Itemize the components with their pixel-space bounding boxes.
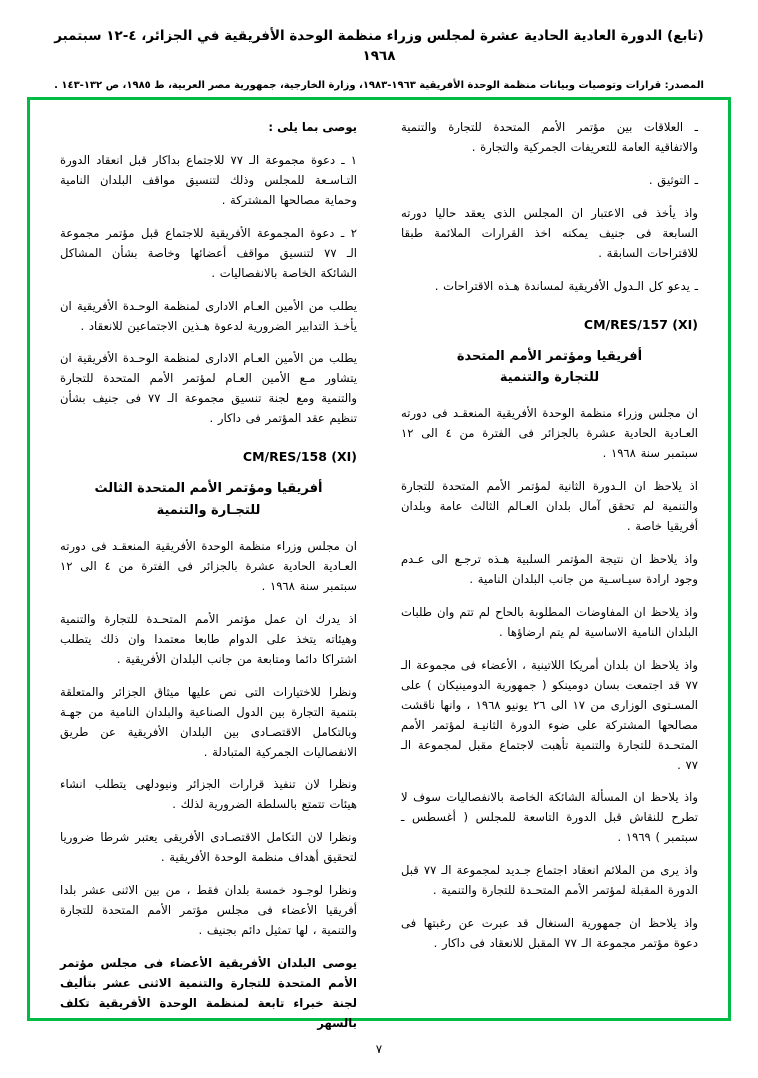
page-title: (تابع) الدورة العادية الحادية عشرة لمجلس وزراء منظمة الوحدة الأفريقية في الجزائر، ٤-١٢ سبتمبر ١٩٦٨ <box>54 28 704 65</box>
page-number: ٧ <box>375 1042 383 1056</box>
paragraph: ونظرا لوجـود خمسة بلدان فقط ، من بين الاثنى عشر بلدا أفريقيا الأعضاء فى مجلس مؤتمر الأمم المتحدة للتجارة والتنمية ، لها تمثيل دائم بجنيف . <box>60 883 357 938</box>
page-header <box>0 0 758 93</box>
paragraph: ونظرا لان تنفيذ قرارات الجزائر ونيودلهى يتطلب انشاء هيئات تتمتع بالسلطة الضرورية لذلك . <box>60 777 357 812</box>
paragraph: يطلب من الأمين العـام الادارى لمنظمة الوحـدة الأفريقية ان يأخـذ التدابير الضرورية لدعوة هـذين الاجتماعين للانعقاد . <box>60 298 357 333</box>
final-recommendation: يوصى البلدان الأفريقية الأعضاء فى مجلس مؤتمر الأمم المتحدة للتجارة والتنمية الاثنى عشر بتأليف لجنة خبراء تابعة لمنظمة الوحدة الأفريقية تكلف بالسهر <box>60 956 357 1030</box>
paragraph: اذ يلاحظ ان الـدورة الثانية لمؤتمر الأمم المتحدة للتجارة والتنمية لم تحقق آمال بلدان العـالم الثالث عامة وبلدان أفريقيا خاصة . <box>401 479 698 534</box>
source-line: المصدر: قرارات وتوصيات وبيانات منظمة الوحدة الأفريقية ١٩٦٣-١٩٨٣، وزارة الخارجية، جمهورية مصر العربية، ط ١٩٨٥، ص ١٣٢-١٤٣ . <box>54 79 704 91</box>
paragraph: يطلب من الأمين العـام الادارى لمنظمة الوحـدة الأفريقية ان يتشاور مـع الأمين العـام لمؤتمر الأمم المتحدة للتجارة والتنمية ومع لجنة تنسيق مجموعة الـ ٧٧ فى جنيف بشأن تنظيم عقد المؤتمر فى داكار . <box>60 351 357 426</box>
paragraph: ونظرا لان التكامل الاقتصـادى الأفريقى يعتبر شرطا ضروريا لتحقيق أهداف منظمة الوحدة الأفريقية . <box>60 830 357 865</box>
paragraph: ـ يدعو كل الـدول الأفريقية لمساندة هـذه الاقتراحات . <box>434 278 698 293</box>
paragraph: ان مجلس وزراء منظمة الوحدة الأفريقية المنعقـد فى دورته العـادية الحادية عشرة بالجزائر فى الفترة من ٤ الى ١٢ سبتمبر سنة ١٩٦٨ . <box>401 406 698 461</box>
resolution-title-line: للتجـارة والتنمية <box>156 502 261 518</box>
left-column <box>56 118 379 1030</box>
paragraph: اذ يدرك ان عمل مؤتمر الأمم المتحـدة للتجارة والتنمية وهيئاته يتخذ على الدوام طابعا معتمدا وان ذلك يتطلب اشتراكا دائما ومتابعة من جانب البلدان الأفريقية . <box>60 611 357 666</box>
paragraph: واذ يلاحظ ان المسألة الشائكة الخاصة بالانفصاليات سوف لا تطرح للنقاش قبل الدورة التاسعة للمجلس ( أغسطس ـ سبتمبر ) ١٩٦٩ . <box>401 790 698 845</box>
paragraph: واذ يلاحظ ان نتيجة المؤتمر السلبية هـذه ترجـع الى عـدم وجود ارادة سيـاسـية من جانب البلدان النامية . <box>401 552 698 586</box>
resolution-title <box>401 346 698 389</box>
resolution-id: CM/RES/157 (XI) <box>583 316 698 332</box>
paragraph: ان مجلس وزراء منظمة الوحدة الأفريقية المنعقـد فى دورته العـادية الحادية عشرة بالجزائر فى الفترة من ٤ الى ١٢ سبتمبر سنة ١٩٦٨ . <box>60 539 357 593</box>
paragraph: واذ يلاحظ ان جمهورية السنغال قد عبرت عن رغبتها فى دعوة مؤتمر مجموعة الـ ٧٧ المقبل للانعقاد فى داكار . <box>401 916 698 951</box>
paragraph: واذ يلاحظ ان المفاوضات المطلوبة بالحاح لم تتم وان طلبات البلدان النامية الاساسية لم يتم ارضاؤها . <box>401 604 698 639</box>
paragraph: ـ العلاقات بين مؤتمر الأمم المتحدة للتجارة والتنمية والاتفاقية العامة للتعريفات الجمركية والتجارة . <box>401 120 698 154</box>
content-columns <box>30 100 728 1030</box>
resolution-title-line: أفريقيا ومؤتمر الأمم المتحدة <box>456 348 643 364</box>
numbered-item: ٢ ـ دعوة المجموعة الأفريقية للاجتماع قبل مؤتمر مجموعة الـ ٧٧ لتنسيق مواقف أعضائها وخاصة بشأن المشاكل الشائكة الخاصة بالانفصاليات . <box>60 225 357 280</box>
resolution-title <box>60 478 357 521</box>
numbered-item: ١ ـ دعوة مجموعة الـ ٧٧ للاجتماع بداكار قبل انعقاد الدورة التـاسـعة للمجلس وذلك لتنسيق مواقف البلدان النامية وحماية مصالحها المشتركة . <box>60 152 357 207</box>
paragraph: ـ التوثيق . <box>648 172 698 187</box>
paragraph: واذ يلاحظ ان بلدان أمريكا اللاتينية ، الأعضاء فى مجموعة الـ ٧٧ قد اجتمعت بسان دومينكو ( جمهورية الدومينيكان ) على المسـتوى الوزارى من ١٧ الى ٢٦ يونيو ١٩٦٨ ، وانها ناقشت مصالحها المشتركة على ضوء الدورة الثانيـة لمؤتمر الأمم المتحـدة للتجارة والتنمية تأهبت لاجتماع مقبل لمجموعة الـ ٧٧ . <box>401 657 698 772</box>
paragraph: واذ يأخذ فى الاعتبار ان المجلس الذى يعقد حاليا دورته السابعة فى جنيف يمكنه اخذ القرارات الملائمة طبقا للاقتراحات السابقة . <box>401 205 698 260</box>
resolution-title-line: أفريقيا ومؤتمر الأمم المتحدة الثالث <box>94 481 323 497</box>
paragraph: ونظرا للاختيارات التى نص عليها ميثاق الجزائر والمتعلقة بتنمية التجارة بين الدول الصناعية والبلدان النامية من جهـة وبالتكامل الاقتصـادى بين البلدان الأفريقية عن طريق الانفصاليات الجمركية المتبادلة . <box>60 684 357 759</box>
resolution-id: CM/RES/158 (XI) <box>242 449 357 465</box>
paragraph: واذ يرى من الملائم انعقاد اجتماع جـديد لمجموعة الـ ٧٧ قبل الدورة المقبلة لمؤتمر الأمم المتحـدة للتجارة والتنمية . <box>401 863 698 898</box>
recommendation-lead: يوصى بما يلى : <box>268 120 357 134</box>
right-column <box>379 118 702 1008</box>
resolution-title-line: للتجارة والتنمية <box>499 370 600 385</box>
